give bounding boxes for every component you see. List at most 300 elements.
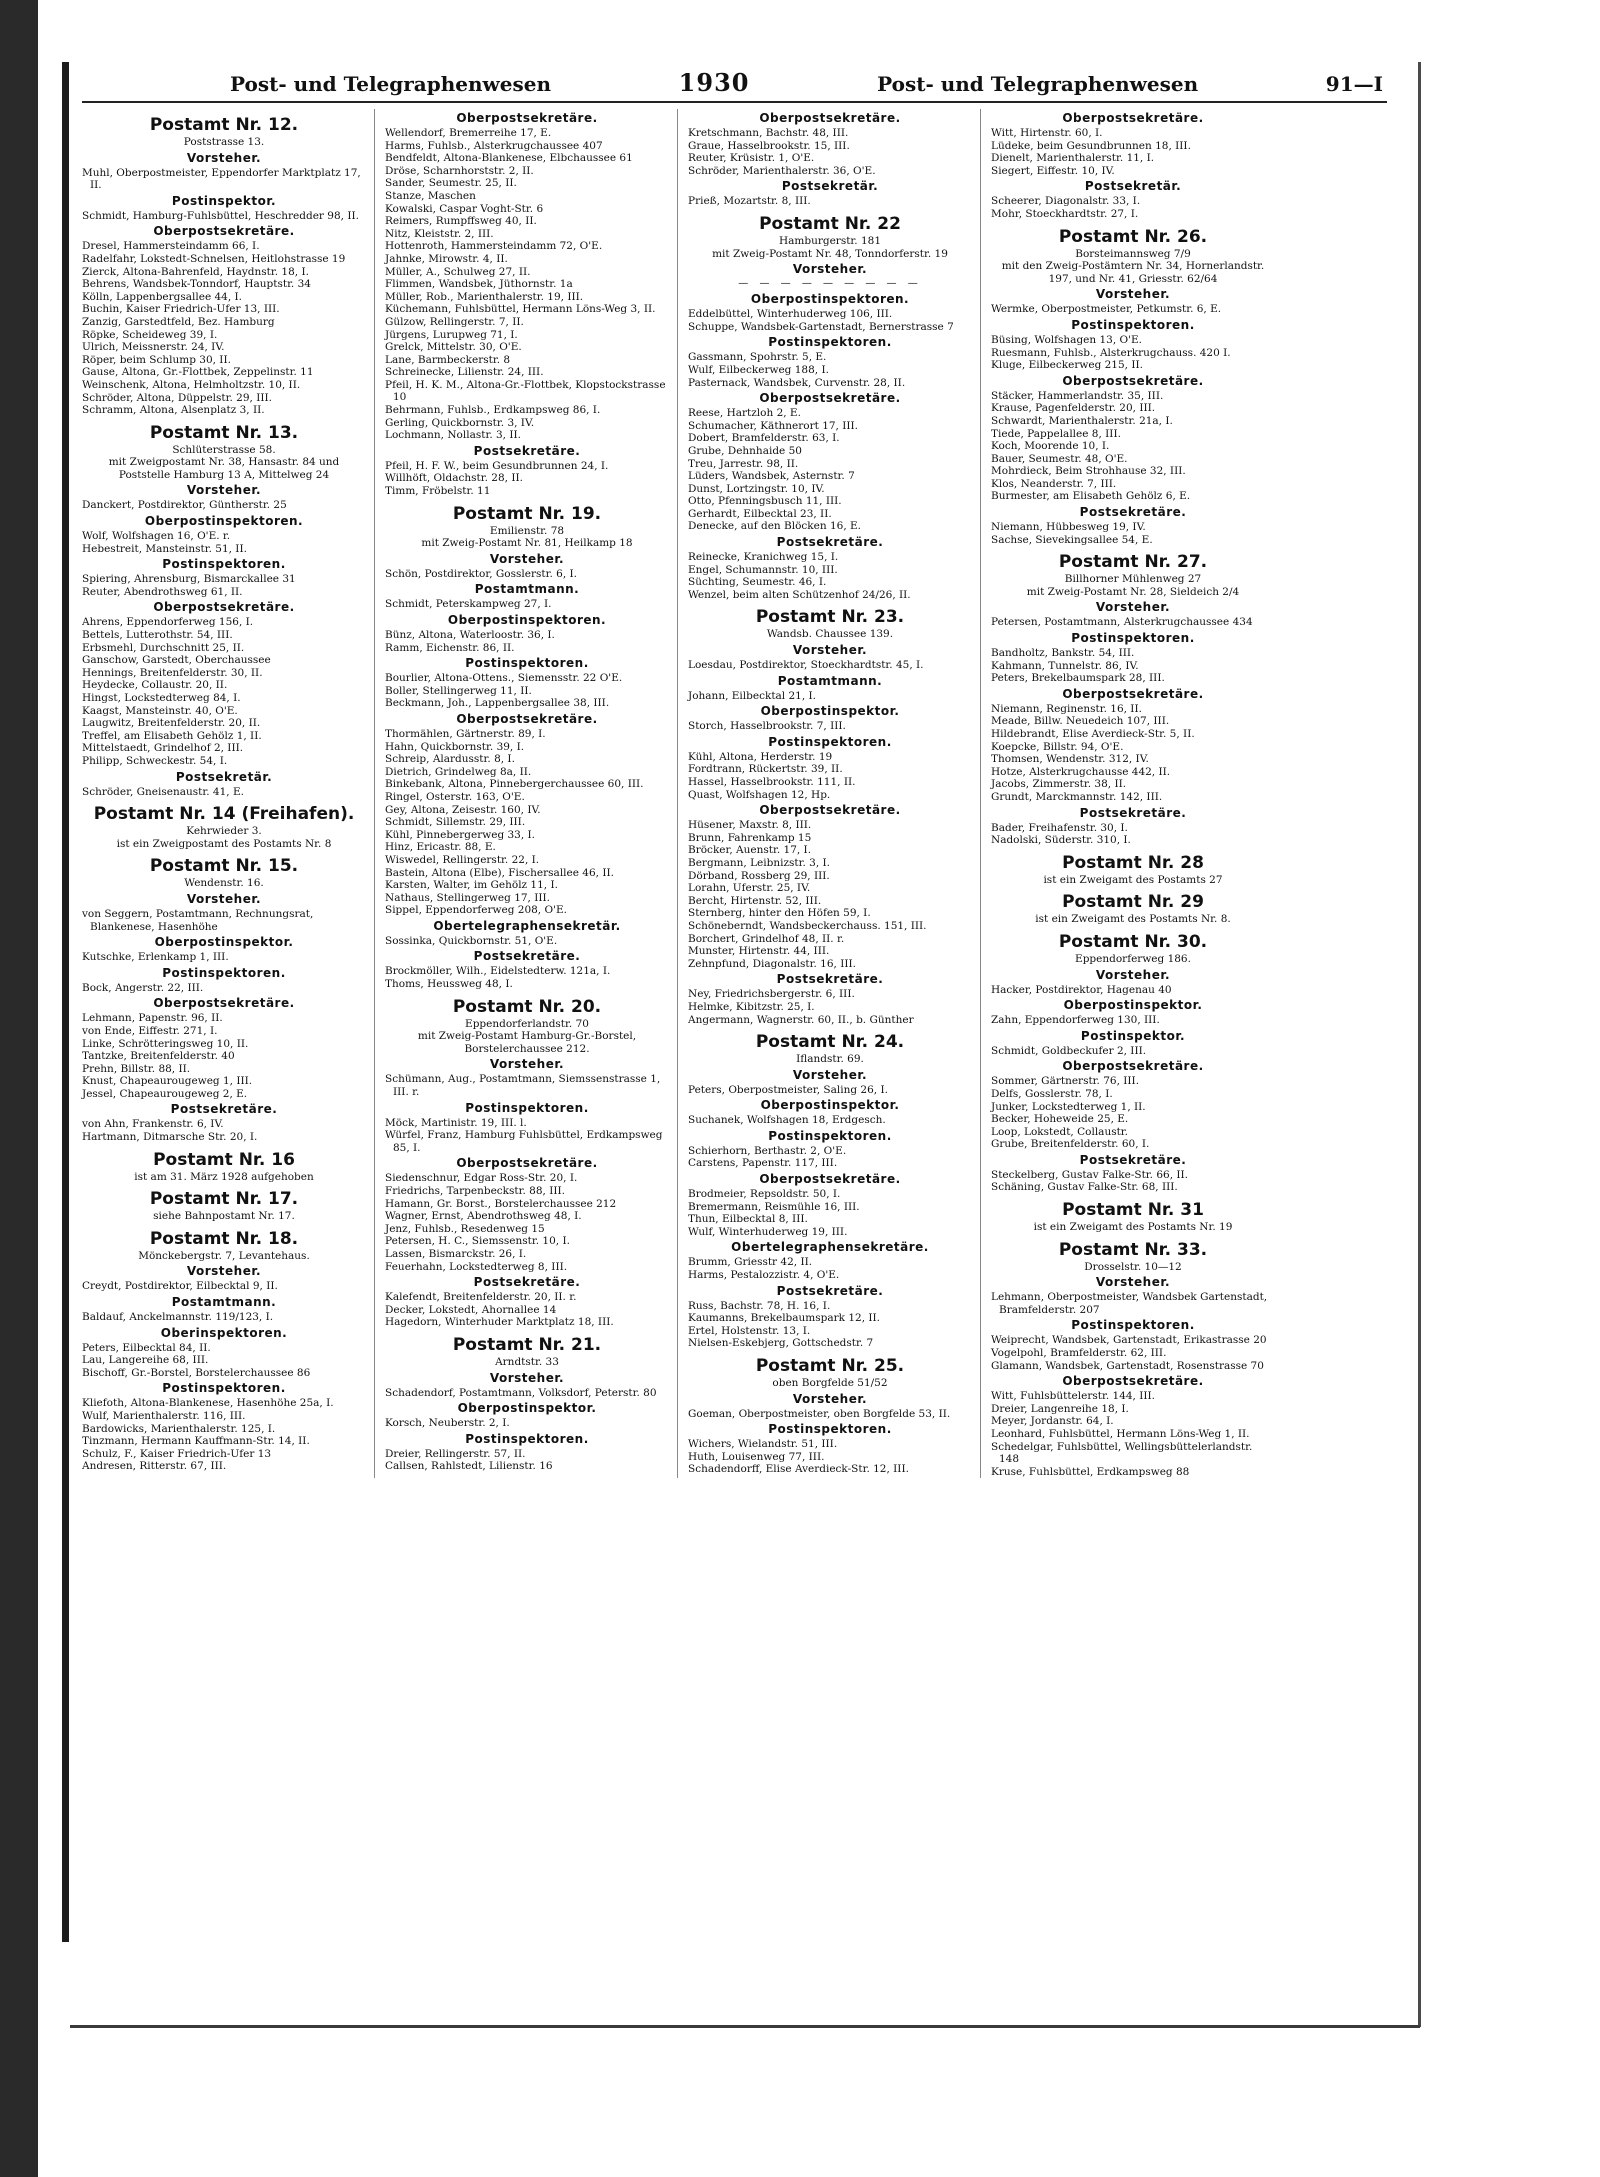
- post-office-address: Drosselstr. 10—12: [1084, 1260, 1182, 1273]
- directory-entry: Jacobs, Zimmerstr. 38, II.: [991, 778, 1127, 791]
- post-office-address: Hamburgerstr. 181: [778, 234, 882, 247]
- directory-entry: Süchting, Seumestr. 46, I.: [688, 576, 827, 589]
- section-heading: Oberpostsekretäre.: [1062, 373, 1204, 388]
- post-office-address: oben Borgfelde 51/52: [772, 1377, 888, 1389]
- post-office-address: ist ein Zweigamt des Postamts Nr. 19: [1033, 1221, 1233, 1234]
- section-heading: Postinspektor.: [1080, 1028, 1186, 1043]
- directory-entry: Hagedorn, Winterhuder Marktplatz 18, III.: [385, 1316, 614, 1329]
- directory-entry: Glamann, Wandsbek, Gartenstadt, Rosenstrasse 70: [991, 1359, 1264, 1372]
- directory-entry: Helmke, Kibitzstr. 25, I.: [688, 1000, 815, 1013]
- directory-entry: Treffel, am Elisabeth Gehölz 1, II.: [82, 729, 262, 742]
- post-office-heading: Postamt Nr. 21.: [452, 1334, 602, 1355]
- directory-entry: Steckelberg, Gustav Falke-Str. 66, II.: [991, 1168, 1189, 1181]
- directory-entry: Hartmann, Ditmarsche Str. 20, I.: [82, 1131, 258, 1144]
- directory-entry: Kowalski, Caspar Voght-Str. 6: [385, 202, 544, 215]
- directory-entry: Philipp, Schweckestr. 54, I.: [82, 754, 228, 767]
- directory-entry: Bardowicks, Marienthalerstr. 125, I.: [82, 1422, 276, 1435]
- section-heading: Obertelegraphensekretär.: [433, 918, 621, 933]
- directory-entry: Reuter, Krüsistr. 1, O'E.: [688, 152, 815, 165]
- post-office-heading: Postamt Nr. 14 (Freihafen).: [93, 804, 355, 825]
- directory-entry: Petersen, Postamtmann, Alsterkrugchaussee 434: [991, 616, 1253, 629]
- directory-entry: Hottenroth, Hammersteindamm 72, O'E.: [385, 240, 603, 253]
- directory-entry: Creydt, Postdirektor, Eilbecktal 9, II.: [82, 1280, 278, 1293]
- directory-entry: Schmidt, Sillemstr. 29, III.: [385, 816, 526, 829]
- section-heading: Vorsteher.: [489, 1057, 565, 1072]
- directory-entry: Kahmann, Tunnelstr. 86, IV.: [991, 659, 1139, 672]
- directory-entry: Kölln, Lappenbergsallee 44, I.: [82, 290, 243, 303]
- directory-entry: Möck, Martinistr. 19, III. l.: [385, 1116, 527, 1129]
- directory-entry: Sossinka, Quickbornstr. 51, O'E.: [385, 934, 558, 947]
- directory-entry: Schäning, Gustav Falke-Str. 68, III.: [991, 1181, 1178, 1194]
- section-heading: Oberpostsekretäre.: [456, 111, 598, 125]
- directory-entry: Ruesmann, Fuhlsb., Alsterkrugchauss. 420 I.: [991, 346, 1231, 359]
- directory-entry: Muhl, Oberpostmeister, Eppendorfer Marktplatz 17, II.: [82, 166, 361, 192]
- directory-entry: Kruse, Fuhlsbüttel, Erdkampsweg 88: [991, 1465, 1190, 1478]
- directory-entry: Harms, Pestalozzistr. 4, O'E.: [688, 1269, 840, 1282]
- directory-entry: Huth, Louisenweg 77, III.: [688, 1450, 825, 1463]
- section-heading: Oberpostsekretäre.: [456, 1156, 598, 1171]
- directory-entry: Peters, Eilbecktal 84, II.: [82, 1341, 211, 1354]
- section-heading: Oberpostsekretäre.: [1062, 1059, 1204, 1074]
- directory-entry: Schümann, Aug., Postamtmann, Siemssenstrasse 1, III. r.: [385, 1073, 661, 1099]
- column-1: [82, 109, 375, 1478]
- section-heading: Postinspektoren.: [1071, 317, 1195, 332]
- section-heading: Oberpostsekretäre.: [153, 224, 295, 239]
- directory-entry: Nathaus, Stellingerweg 17, III.: [385, 891, 551, 904]
- post-office-heading: Postamt Nr. 20.: [452, 996, 602, 1017]
- directory-entry: Karsten, Walter, im Gehölz 11, I.: [385, 879, 558, 892]
- section-heading: Oberpostsekretäre.: [759, 803, 901, 818]
- post-office-address: Wandsb. Chaussee 139.: [766, 628, 894, 641]
- post-office-heading: Postamt Nr. 30.: [1058, 931, 1208, 952]
- directory-entry: Bader, Freihafenstr. 30, I.: [991, 821, 1128, 834]
- directory-entry: Küchemann, Fuhlsbüttel, Hermann Löns-Weg 3, II.: [385, 303, 656, 316]
- section-heading: Postamtmann.: [474, 582, 580, 597]
- post-office-heading: Postamt Nr. 17.: [149, 1189, 299, 1210]
- directory-entry: Schumacher, Käthnerort 17, III.: [688, 419, 859, 432]
- directory-entry: Niemann, Hübbesweg 19, IV.: [991, 521, 1146, 534]
- directory-entry: Hassel, Hasselbrookstr. 111, II.: [688, 776, 856, 788]
- section-heading: Vorsteher.: [186, 150, 262, 165]
- directory-entry: Hüsener, Maxstr. 8, III.: [688, 819, 812, 832]
- directory-entry: Stäcker, Hammerlandstr. 35, III.: [991, 389, 1164, 402]
- directory-entry: Wulf, Marienthalerstr. 116, III.: [82, 1410, 246, 1422]
- post-office-heading: Postamt Nr. 24.: [755, 1032, 905, 1053]
- post-office-address: ist am 31. März 1928 aufgehoben: [134, 1170, 314, 1183]
- directory-entry: Knust, Chapeaurougeweg 1, III.: [82, 1075, 253, 1088]
- directory-entry: Hinz, Ericastr. 88, E.: [385, 841, 496, 854]
- directory-entry: Müller, A., Schulweg 27, II.: [385, 265, 531, 278]
- directory-entry: Schröder, Altona, Düppelstr. 29, III.: [82, 391, 272, 404]
- section-heading: Postamtmann.: [171, 1295, 277, 1310]
- section-heading: Oberpostinspektor.: [154, 935, 294, 950]
- directory-entry: Reese, Hartzloh 2, E.: [688, 407, 801, 420]
- post-office-heading: Postamt Nr. 26.: [1058, 226, 1208, 247]
- section-heading: Postsekretär.: [175, 769, 273, 784]
- directory-entry: Erbsmehl, Durchschnitt 25, II.: [82, 641, 245, 654]
- post-office-address: Arndtstr. 33: [495, 1355, 559, 1368]
- directory-entry: Dresel, Hammersteindamm 66, I.: [82, 240, 260, 253]
- section-heading: Postamtmann.: [777, 673, 883, 688]
- directory-entry: Wiswedel, Rellingerstr. 22, I.: [385, 853, 540, 866]
- post-office-address: Mönckebergstr. 7, Levantehaus.: [138, 1249, 310, 1262]
- section-heading: Oberpostinspektor.: [760, 1098, 900, 1113]
- directory-entry: Wellendorf, Bremerreihe 17, E.: [385, 127, 552, 139]
- directory-entry: Kaagst, Mansteinstr. 40, O'E.: [82, 704, 238, 717]
- section-heading: Postinspektoren.: [1071, 1318, 1195, 1333]
- section-heading: Postsekretäre.: [1079, 1152, 1187, 1167]
- header-right-title: Post- und Telegraphenwesen: [877, 72, 1199, 96]
- running-header: [82, 62, 1387, 103]
- directory-entry: Schön, Postdirektor, Gosslerstr. 6, I.: [385, 567, 577, 580]
- section-heading: Postsekretäre.: [776, 535, 884, 550]
- section-heading: Oberpostinspektor.: [457, 1401, 597, 1416]
- post-office-address: Schlüterstrasse 58.: [172, 443, 276, 456]
- directory-entry: Willhöft, Oldachstr. 28, II.: [385, 472, 523, 485]
- directory-entry: Jessel, Chapeaurougeweg 2, E.: [82, 1087, 248, 1100]
- directory-entry: Lehmann, Oberpostmeister, Wandsbek Gartenstadt, Bramfelderstr. 207: [991, 1291, 1268, 1316]
- post-office-address: Iflandstr. 69.: [796, 1053, 864, 1066]
- directory-entry: Dienelt, Marienthalerstr. 11, I.: [991, 152, 1155, 165]
- directory-entry: Witt, Fuhlsbüttelerstr. 144, III.: [991, 1390, 1156, 1403]
- directory-entry: Sippel, Eppendorferweg 208, O'E.: [385, 904, 567, 917]
- directory-entry: Prieß, Mozartstr. 8, III.: [688, 195, 811, 208]
- section-heading: Postsekretäre.: [1079, 505, 1187, 520]
- vacant-line: — — — — — — — — —: [738, 278, 922, 290]
- section-heading: Postinspektoren.: [162, 1381, 286, 1396]
- directory-entry: Wenzel, beim alten Schützenhof 24/26, II.: [688, 588, 911, 601]
- post-office-address: Wendenstr. 16.: [184, 877, 264, 890]
- directory-entry: Büsing, Wolfshagen 13, O'E.: [991, 333, 1143, 346]
- directory-entry: Angermann, Wagnerstr. 60, II., b. Günther: [688, 1013, 914, 1026]
- header-year: 1930: [678, 68, 750, 97]
- directory-entry: Thun, Eilbecktal 8, III.: [688, 1213, 808, 1226]
- directory-entry: Ahrens, Eppendorferweg 156, I.: [82, 616, 254, 629]
- directory-entry: Carstens, Papenstr. 117, III.: [688, 1157, 838, 1170]
- directory-entry: Schreip, Alardusstr. 8, I.: [385, 753, 515, 766]
- directory-entry: Wolf, Wolfshagen 16, O'E. r.: [82, 530, 231, 543]
- scan-dark-edge: [0, 0, 38, 2177]
- directory-entry: Engel, Schumannstr. 10, III.: [688, 563, 838, 576]
- post-office-address: Borsteimannsweg 7/9: [1075, 247, 1191, 260]
- post-office-address: siehe Bahnpostamt Nr. 17.: [153, 1210, 295, 1223]
- directory-entry: Weinschenk, Altona, Helmholtzstr. 10, II.: [82, 378, 301, 391]
- directory-entry: Hildebrandt, Elise Averdieck-Str. 5, II.: [991, 728, 1195, 740]
- directory-entry: Lochmann, Nollastr. 3, II.: [385, 429, 521, 442]
- directory-entry: Denecke, auf den Blöcken 16, E.: [688, 520, 862, 533]
- directory-entry: Würfel, Franz, Hamburg Fuhlsbüttel, Erdkampsweg 85, I.: [385, 1129, 663, 1154]
- post-office-heading: Postamt Nr. 15.: [149, 856, 299, 877]
- section-heading: Postinspektoren.: [768, 335, 892, 350]
- section-heading: Postsekretäre.: [473, 1275, 581, 1290]
- directory-entry: Bourlier, Altona-Ottens., Siemensstr. 22 O'E.: [385, 672, 623, 685]
- directory-entry: Otto, Pfenningsbusch 11, III.: [688, 495, 842, 508]
- directory-entry: Mohr, Stoeckhardtstr. 27, I.: [991, 207, 1139, 220]
- section-heading: Obertelegraphensekretäre.: [731, 1240, 929, 1255]
- directory-entry: Lassen, Bismarckstr. 26, I.: [385, 1247, 527, 1260]
- post-office-heading: Postamt Nr. 27.: [1058, 552, 1208, 573]
- section-heading: Vorsteher.: [1095, 600, 1171, 615]
- directory-page: [82, 62, 1387, 1942]
- directory-entry: Grundt, Marckmannstr. 142, III.: [991, 790, 1163, 803]
- directory-entry: Quast, Wolfshagen 12, Hp.: [688, 788, 831, 801]
- directory-entry: Hahn, Quickbornstr. 39, I.: [385, 740, 525, 753]
- directory-entry: Lüders, Wandsbek, Asternstr. 7: [688, 470, 855, 483]
- directory-entry: von Ende, Eiffestr. 271, I.: [82, 1024, 218, 1037]
- directory-entry: Loesdau, Postdirektor, Stoeckhardtstr. 45, I.: [688, 659, 924, 672]
- section-heading: Vorsteher.: [1095, 287, 1171, 302]
- section-heading: Postsekretär.: [1084, 179, 1182, 194]
- section-heading: Postinspektoren.: [768, 734, 892, 749]
- directory-entry: Borchert, Grindelhof 48, II. r.: [688, 932, 845, 945]
- directory-entry: Wagner, Ernst, Abendrothsweg 48, I.: [385, 1210, 582, 1223]
- directory-entry: Koepcke, Billstr. 94, O'E.: [991, 740, 1124, 753]
- section-heading: Postsekretär.: [781, 179, 879, 194]
- section-heading: Oberpostsekretäre.: [153, 996, 295, 1011]
- section-heading: Postinspektoren.: [1071, 631, 1195, 646]
- post-office-address: mit Zweigpostamt Nr. 38, Hansastr. 84 und Poststelle Hamburg 13 A, Mittelweg 24: [108, 456, 340, 481]
- section-heading: Oberpostinspektor.: [760, 704, 900, 719]
- directory-entry: Timm, Fröbelstr. 11: [385, 485, 491, 498]
- section-heading: Vorsteher.: [792, 1067, 868, 1082]
- directory-entry: Friedrichs, Tarpenbeckstr. 88, III.: [385, 1185, 565, 1197]
- section-heading: Oberpostsekretäre.: [1062, 686, 1204, 701]
- directory-entry: Kühl, Altona, Herderstr. 19: [688, 750, 833, 763]
- directory-entry: Callsen, Rahlstedt, Lilienstr. 16: [385, 1460, 553, 1473]
- post-office-address: mit Zweig-Postamt Nr. 81, Heilkamp 18: [421, 537, 633, 550]
- directory-entry: Schulz, F., Kaiser Friedrich-Ufer 13: [82, 1447, 272, 1460]
- directory-entry: Bergmann, Leibnizstr. 3, I.: [688, 856, 830, 869]
- directory-entry: Jahnke, Mirowstr. 4, II.: [385, 252, 508, 265]
- directory-entry: Thoms, Heussweg 48, I.: [385, 978, 513, 991]
- section-heading: Vorsteher.: [489, 1370, 565, 1385]
- directory-entry: Kretschmann, Bachstr. 48, III.: [688, 127, 849, 139]
- directory-entry: Ney, Friedrichsbergerstr. 6, III.: [688, 988, 855, 1001]
- directory-entry: Hamann, Gr. Borst., Borstelerchaussee 212: [385, 1197, 617, 1210]
- directory-entry: Storch, Hasselbrookstr. 7, III.: [688, 720, 846, 733]
- section-heading: Oberpostinspektor.: [1063, 998, 1203, 1013]
- directory-entry: Spiering, Ahrensburg, Bismarckallee 31: [82, 573, 296, 586]
- directory-entry: Thormählen, Gärtnerstr. 89, I.: [385, 727, 546, 740]
- directory-entry: Kaumanns, Brekelbaumspark 12, II.: [688, 1312, 881, 1325]
- section-heading: Oberpostinspektoren.: [750, 292, 910, 307]
- directory-entry: Siedenschnur, Edgar Ross-Str. 20, I.: [385, 1172, 578, 1185]
- page-bottom-border: [70, 2025, 1420, 2028]
- directory-entry: Dörband, Rossberg 29, III.: [688, 869, 830, 882]
- directory-entry: Kalefendt, Breitenfelderstr. 20, II. r.: [385, 1291, 577, 1304]
- directory-entry: Siegert, Eiffestr. 10, IV.: [991, 164, 1115, 177]
- directory-entry: Tinzmann, Hermann Kauffmann-Str. 14, II.: [82, 1435, 310, 1448]
- directory-entry: Schramm, Altona, Alsenplatz 3, II.: [82, 404, 265, 417]
- post-office-heading: Postamt Nr. 29: [1062, 892, 1204, 913]
- directory-entry: Bünz, Altona, Waterloostr. 36, I.: [385, 629, 555, 641]
- directory-entry: Dietrich, Grindelweg 8a, II.: [385, 765, 532, 778]
- directory-entry: Nadolski, Süderstr. 310, I.: [991, 834, 1131, 847]
- directory-entry: Schedelgar, Fuhlsbüttel, Wellingsbüttelerlandstr. 148: [991, 1440, 1253, 1466]
- directory-entry: Müller, Rob., Marienthalerstr. 19, III.: [385, 290, 584, 303]
- directory-entry: Jenz, Fuhlsb., Resedenweg 15: [385, 1222, 545, 1235]
- section-heading: Postsekretäre.: [170, 1102, 278, 1117]
- directory-entry: Hacker, Postdirektor, Hagenau 40: [991, 983, 1172, 996]
- directory-entry: Brumm, Griesstr 42, II.: [688, 1256, 813, 1269]
- section-heading: Postsekretäre.: [473, 949, 581, 964]
- section-heading: Vorsteher.: [186, 483, 262, 498]
- directory-entry: Heydecke, Collaustr. 20, II.: [82, 679, 228, 692]
- post-office-address: Billhorner Mühlenweg 27: [1064, 573, 1202, 586]
- post-office-address: ist ein Zweigpostamt des Postamts Nr. 8: [116, 837, 332, 850]
- directory-entry: Linke, Schrötteringsweg 10, II.: [82, 1037, 249, 1050]
- post-office-heading: Postamt Nr. 31: [1062, 1200, 1204, 1221]
- section-heading: Vorsteher.: [489, 551, 565, 566]
- section-heading: Oberpostinspektoren.: [144, 514, 304, 529]
- directory-entry: Feuerhahn, Lockstedterweg 8, III.: [385, 1260, 568, 1273]
- directory-entry: Zanzig, Garstedtfeld, Bez. Hamburg: [82, 315, 275, 328]
- directory-entry: Dreier, Langenreihe 18, I.: [991, 1402, 1129, 1415]
- directory-entry: Kühl, Pinnebergerweg 33, I.: [385, 828, 536, 841]
- directory-entry: Prehn, Billstr. 88, II.: [82, 1062, 191, 1075]
- directory-entry: Baldauf, Anckelmannstr. 119/123, I.: [82, 1311, 274, 1324]
- directory-entry: Pfeil, H. F. W., beim Gesundbrunnen 24, I.: [385, 459, 609, 472]
- directory-entry: Dröse, Scharnhorststr. 2, II.: [385, 164, 534, 177]
- section-heading: Vorsteher.: [1095, 1275, 1171, 1290]
- directory-entry: Loop, Lokstedt, Collaustr.: [991, 1125, 1129, 1138]
- post-office-heading: Postamt Nr. 18.: [149, 1228, 299, 1249]
- section-heading: Oberpostsekretäre.: [759, 111, 901, 125]
- directory-entry: Johann, Eilbecktal 21, I.: [688, 689, 817, 702]
- directory-entry: Gassmann, Spohrstr. 5, E.: [688, 351, 827, 364]
- directory-entry: Wulf, Eilbeckerweg 188, I.: [688, 363, 829, 376]
- directory-entry: Russ, Bachstr. 78, H. 16, I.: [688, 1299, 831, 1312]
- directory-entry: Flimmen, Wandsbek, Jüthornstr. 1a: [385, 278, 573, 291]
- directory-entry: Sachse, Sievekingsallee 54, E.: [991, 533, 1153, 546]
- section-heading: Postinspektoren.: [162, 965, 286, 980]
- directory-entry: Lane, Barmbeckerstr. 8: [385, 353, 511, 366]
- directory-entry: Schierhorn, Berthastr. 2, O'E.: [688, 1144, 847, 1157]
- columns-container: [82, 109, 1387, 1478]
- directory-entry: Delfs, Gosslerstr. 78, I.: [991, 1087, 1113, 1100]
- section-heading: Postsekretäre.: [776, 972, 884, 987]
- directory-entry: Boller, Stellingerweg 11, II.: [385, 684, 532, 697]
- directory-entry: Dobert, Bramfelderstr. 63, I.: [688, 432, 840, 445]
- directory-entry: Dreier, Rellingerstr. 57, II.: [385, 1447, 526, 1460]
- directory-entry: Koch, Moorende 10, I.: [991, 440, 1110, 453]
- directory-entry: Bremermann, Reismühle 16, III.: [688, 1200, 860, 1213]
- directory-entry: Ramm, Eichenstr. 86, II.: [385, 641, 515, 654]
- section-heading: Postsekretäre.: [473, 443, 581, 458]
- directory-entry: Hennings, Breitenfelderstr. 30, II.: [82, 666, 263, 679]
- section-heading: Oberpostsekretäre.: [759, 391, 901, 406]
- post-office-address: Kehrwieder 3.: [186, 825, 262, 838]
- directory-entry: von Seggern, Postamtmann, Rechnungsrat, Blankenese, Hasenhöhe: [82, 907, 314, 933]
- post-office-address: mit Zweig-Postamt Nr. 28, Sieldeich 2/4: [1026, 585, 1240, 598]
- directory-entry: Bauer, Seumestr. 48, O'E.: [991, 452, 1128, 465]
- directory-entry: Gerling, Quickbornstr. 3, IV.: [385, 416, 535, 429]
- post-office-heading: Postamt Nr. 19.: [452, 503, 602, 524]
- section-heading: Vorsteher.: [792, 262, 868, 277]
- post-office-address: Emilienstr. 78: [489, 524, 565, 537]
- post-office-address: ist ein Zweigamt des Postamts 27: [1043, 873, 1223, 886]
- directory-entry: Schmidt, Goldbeckufer 2, III.: [991, 1044, 1147, 1057]
- directory-entry: Andresen, Ritterstr. 67, III.: [82, 1460, 227, 1473]
- section-heading: Oberpostsekretäre.: [1062, 111, 1204, 125]
- post-office-heading: Postamt Nr. 16: [153, 1149, 295, 1170]
- directory-entry: Grube, Dehnhaide 50: [688, 444, 802, 457]
- post-office-address: Poststrasse 13.: [183, 136, 265, 148]
- directory-entry: Mohrdieck, Beim Strohhause 32, III.: [991, 465, 1186, 478]
- directory-entry: Bischoff, Gr.-Borstel, Borstelerchaussee 86: [82, 1366, 311, 1379]
- section-heading: Postinspektor.: [171, 193, 277, 208]
- directory-entry: Gause, Altona, Gr.-Flottbek, Zeppelinstr. 11: [82, 366, 314, 379]
- post-office-heading: Postamt Nr. 23.: [755, 607, 905, 628]
- directory-entry: Treu, Jarrestr. 98, II.: [688, 457, 799, 470]
- directory-entry: Peters, Oberpostmeister, Saling 26, I.: [688, 1083, 888, 1096]
- section-heading: Postinspektoren.: [465, 1431, 589, 1446]
- post-office-heading: Postamt Nr. 12.: [149, 115, 299, 135]
- directory-entry: Reuter, Abendrothsweg 61, II.: [82, 585, 243, 598]
- directory-entry: Mittelstaedt, Grindelhof 2, III.: [82, 742, 244, 755]
- directory-entry: Burmester, am Elisabeth Gehölz 6, E.: [991, 490, 1191, 503]
- directory-entry: Ulrich, Meissnerstr. 24, IV.: [82, 341, 225, 354]
- post-office-heading: Postamt Nr. 22: [759, 213, 901, 234]
- directory-entry: Fordtrann, Rückertstr. 39, II.: [688, 763, 843, 776]
- directory-entry: Thomsen, Wendenstr. 312, IV.: [991, 753, 1149, 766]
- directory-entry: Bercht, Hirtenstr. 52, III.: [688, 894, 822, 907]
- directory-entry: Krause, Pagenfelderstr. 20, III.: [991, 402, 1156, 415]
- post-office-address: ist ein Zweigamt des Postamts Nr. 8.: [1035, 913, 1231, 926]
- directory-entry: Pasternack, Wandsbek, Curvenstr. 28, II.: [688, 376, 906, 389]
- directory-entry: Bock, Angerstr. 22, III.: [82, 981, 204, 994]
- section-heading: Vorsteher.: [1095, 967, 1171, 982]
- directory-entry: Lehmann, Papenstr. 96, II.: [82, 1012, 223, 1025]
- directory-entry: Harms, Fuhlsb., Alsterkrugchaussee 407: [385, 139, 603, 152]
- page-number: 91—I: [1325, 72, 1383, 96]
- directory-entry: Schmidt, Peterskampweg 27, I.: [385, 598, 552, 611]
- directory-entry: Röper, beim Schlump 30, II.: [82, 353, 231, 366]
- section-heading: Postinspektoren.: [162, 557, 286, 572]
- section-heading: Vorsteher.: [792, 643, 868, 658]
- directory-entry: Schöneberndt, Wandsbeckerchauss. 151, III.: [688, 919, 927, 932]
- directory-entry: Ringel, Osterstr. 163, O'E.: [385, 790, 525, 803]
- post-office-heading: Postamt Nr. 28: [1062, 852, 1204, 873]
- directory-entry: Gey, Altona, Zeisestr. 160, IV.: [385, 803, 541, 816]
- directory-entry: Schmidt, Hamburg-Fuhlsbüttel, Heschredder 98, II.: [82, 209, 359, 222]
- directory-entry: Sommer, Gärtnerstr. 76, III.: [991, 1075, 1140, 1088]
- directory-entry: Bandholtz, Bankstr. 54, III.: [991, 647, 1135, 660]
- directory-entry: Brunn, Fahrenkamp 15: [688, 831, 812, 844]
- directory-entry: Nitz, Kleiststr. 2, III.: [385, 227, 494, 240]
- directory-entry: Schröder, Gneisenaustr. 41, E.: [82, 785, 244, 798]
- directory-entry: Reimers, Rumpffsweg 40, II.: [385, 215, 537, 228]
- section-heading: Oberpostsekretäre.: [456, 711, 598, 726]
- post-office-address: mit den Zweig-Postämtern Nr. 34, Hornerlandstr. 197, und Nr. 41, Griesstr. 62/64: [1001, 260, 1265, 285]
- directory-entry: Behrens, Wandsbek-Tonndorf, Hauptstr. 34: [82, 278, 311, 291]
- directory-entry: Behrmann, Fuhlsb., Erdkampsweg 86, I.: [385, 404, 601, 417]
- directory-entry: von Ahn, Frankenstr. 6, IV.: [82, 1118, 224, 1131]
- directory-entry: Schröder, Marienthalerstr. 36, O'E.: [688, 164, 876, 177]
- directory-entry: Wermke, Oberpostmeister, Petkumstr. 6, E.: [991, 303, 1222, 316]
- directory-entry: Zahn, Eppendorferweg 130, III.: [991, 1014, 1160, 1027]
- directory-entry: Suchanek, Wolfshagen 18, Erdgesch.: [688, 1114, 886, 1127]
- directory-entry: Goeman, Oberpostmeister, oben Borgfelde 53, II.: [688, 1407, 951, 1420]
- page-right-border: [1418, 62, 1421, 2027]
- section-heading: Vorsteher.: [186, 1264, 262, 1279]
- section-heading: Postinspektoren.: [768, 1128, 892, 1143]
- post-office-heading: Postamt Nr. 33.: [1058, 1239, 1208, 1260]
- directory-entry: Tiede, Pappelallee 8, III.: [991, 427, 1121, 440]
- directory-entry: Schadendorff, Elise Averdieck-Str. 12, III.: [688, 1463, 909, 1476]
- section-heading: Postinspektoren.: [768, 1422, 892, 1437]
- directory-entry: Schreinecke, Lilienstr. 24, III.: [385, 366, 544, 379]
